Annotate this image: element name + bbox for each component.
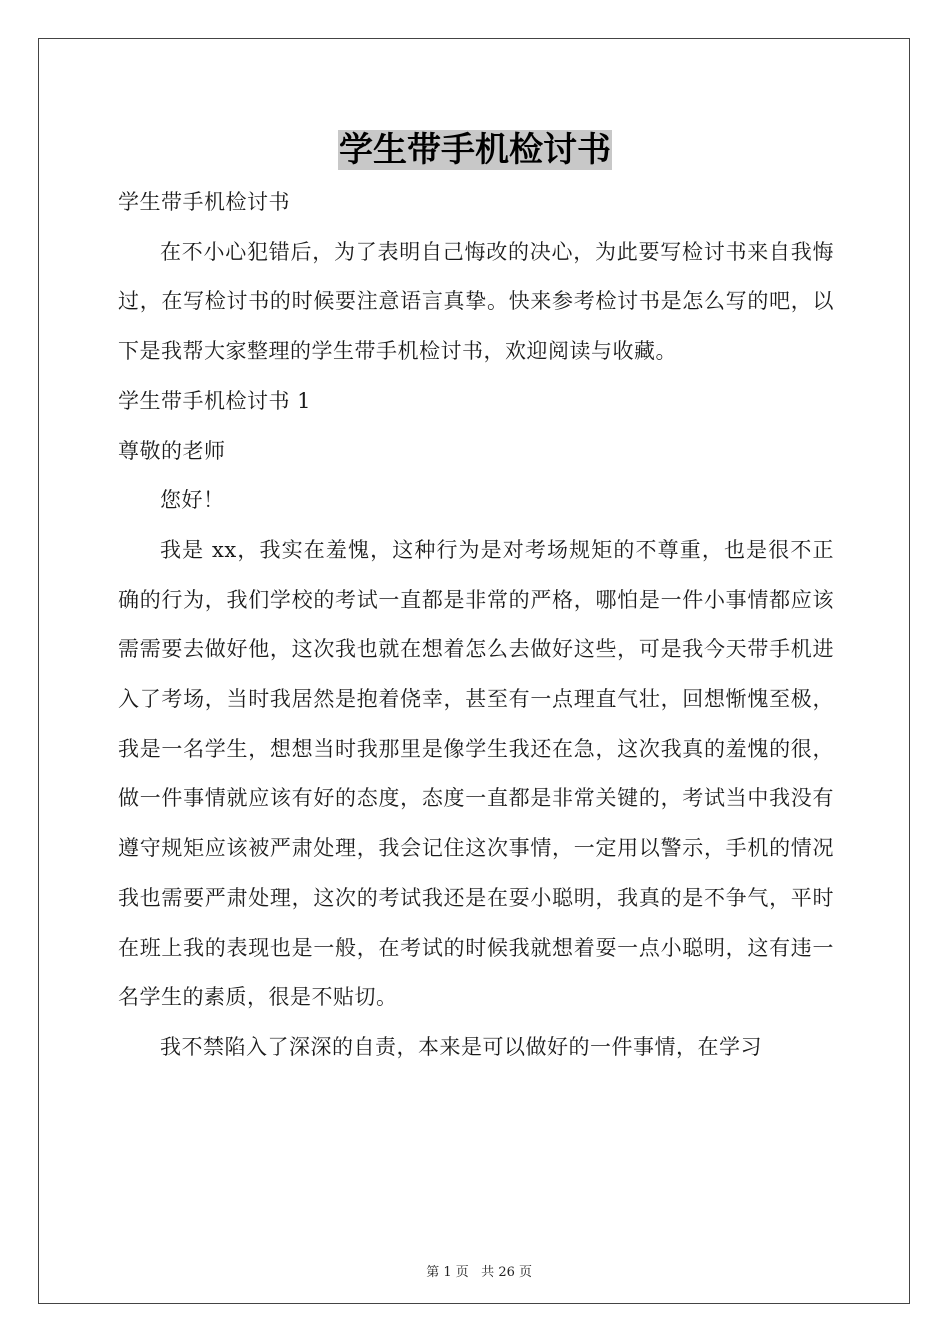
document-body: [118, 178, 834, 1073]
salutation: 尊敬的老师: [118, 438, 226, 463]
document-title: [0, 128, 950, 172]
intro-paragraph: 在不小心犯错后，为了表明自己悔改的决心，为此要写检讨书来自我悔过，在写检讨书的时候要注意语言真挚。快来参考检讨书是怎么写的吧，以下是我帮大家整理的学生带手机检讨书，欢迎阅读与收藏。: [118, 239, 834, 364]
greeting: 您好！: [160, 488, 225, 513]
section-heading: 学生带手机检讨书 1: [118, 388, 312, 413]
body-paragraph: 我不禁陷入了深深的自责，本来是可以做好的一件事情，在学习: [160, 1034, 762, 1059]
body-paragraph: 我是 xx，我实在羞愧，这种行为是对考场规矩的不尊重，也是很不正确的行为，我们学校的考试一直都是非常的严格，哪怕是一件小事情都应该需需要去做好他，这次我也就在想着怎么去做好这些，可是我今天带手机进入了考场，当时我居然是抱着侥幸，甚至有一点理直气壮，回想惭愧至极，我是一名学生，想想当时我那里是像学生我还在急，这次我真的羞愧的很，做一件事情就应该有好的态度，态度一直都是非常关键的，考试当中我没有遵守规矩应该被严肃处理，我会记住这次事情，一定用以警示，手机的情况我也需要严肃处理，这次的考试我还是在耍小聪明，我真的是不争气，平时在班上我的表现也是一般，在考试的时候我就想着耍一点小聪明，这有违一名学生的素质，很是不贴切。: [118, 537, 834, 1010]
page-number: 第 1 页 共 26 页: [426, 1265, 532, 1280]
subtitle-paragraph: 学生带手机检讨书: [118, 190, 290, 214]
document-title-text: 学生带手机检讨书: [339, 130, 611, 170]
page-footer: [0, 1246, 950, 1280]
